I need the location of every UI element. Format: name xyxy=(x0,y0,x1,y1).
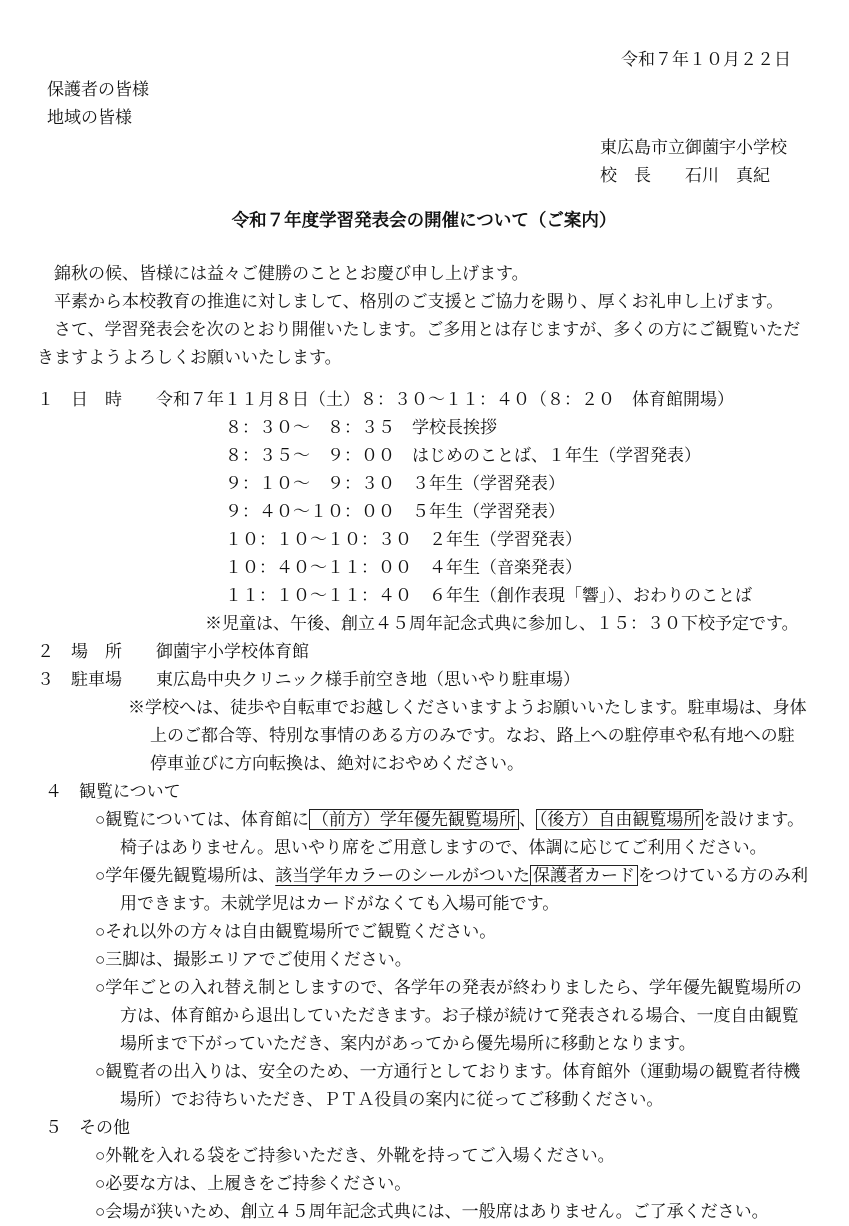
section-datetime xyxy=(37,386,811,638)
sender-principal-name: 校 長 石川 真紀 xyxy=(600,166,770,185)
section-datetime-heading: １ 日 時 令和７年１１月８日（土）８：３０～１１：４０（８：２０ 体育館開場） xyxy=(37,390,734,409)
schedule-line: １０：４０～１１：００ ４年生（音楽発表） xyxy=(225,558,582,577)
addressee-guardians: 保護者の皆様 xyxy=(47,80,149,99)
schedule-block xyxy=(225,414,811,610)
schedule-line: ９：１０～ ９：３０ ３年生（学習発表） xyxy=(225,474,565,493)
greeting-paragraph-2: 平素から本校教育の推進に対しまして、格別のご支援とご協力を賜り、厚くお礼申し上げます。 xyxy=(37,292,784,311)
dismissal-note: ※児童は、午後、創立４５周年記念式典に参加し、１５：３０下校予定です。 xyxy=(205,614,799,633)
section-place xyxy=(37,638,811,666)
other-bullet: ○外靴を入れる袋をご持参いただき、外靴を持ってご入場ください。 xyxy=(95,1146,615,1165)
section-parking-heading: ３ 駐車場 東広島中央クリニック様手前空き地（思いやり駐車場） xyxy=(37,670,580,689)
sender-block xyxy=(600,134,811,190)
section-place-heading: ２ 場 所 御薗宇小学校体育館 xyxy=(37,642,309,661)
section-other xyxy=(37,1114,811,1226)
viewing-bullet-list xyxy=(37,806,811,1114)
greeting-paragraph-1: 錦秋の候、皆様には益々ご健勝のこととお慶び申し上げます。 xyxy=(37,264,529,283)
schedule-line: １０：１０～１０：３０ ２年生（学習発表） xyxy=(225,530,582,549)
addressee-community: 地域の皆様 xyxy=(47,108,132,127)
section-other-heading: ５ その他 xyxy=(45,1118,130,1137)
greeting-block xyxy=(37,260,811,372)
document-date: 令和７年１０月２２日 xyxy=(621,50,791,69)
document-title: 令和７年度学習発表会の開催について（ご案内） xyxy=(231,210,617,230)
viewing-bullet: ○観覧者の出入りは、安全のため、一方通行としております。体育館外（運動場の観覧者待機場所）でお待ちいただき、ＰＴＡ役員の案内に従ってご移動ください。 xyxy=(95,1062,801,1109)
section-viewing xyxy=(37,778,811,1114)
schedule-line: ９：４０～１０：００ ５年生（学習発表） xyxy=(225,502,565,521)
section-viewing-heading: ４ 観覧について xyxy=(45,782,181,801)
viewing-bullet: ○それ以外の方々は自由観覧場所でご観覧ください。 xyxy=(95,922,497,941)
viewing-bullet: ○三脚は、撮影エリアでご使用ください。 xyxy=(95,950,412,969)
greeting-paragraph-3: さて、学習発表会を次のとおり開催いたします。ご多用とは存じますが、多くの方にご観覧いただきますようよろしくお願いいたします。 xyxy=(37,320,801,367)
schedule-line: １１：１０～１１：４０ ６年生（創作表現「響」）、おわりのことば xyxy=(225,586,752,605)
parking-note: ※学校へは、徒歩や自転車でお越しくださいますようお願いいたします。駐車場は、身体上のご都合等、特別な事情のある方のみです。なお、路上への駐停車や私有地への駐停車並びに方向転換は、絶対におやめください。 xyxy=(128,698,807,773)
other-bullet-list xyxy=(37,1142,811,1226)
viewing-bullet: ○学年ごとの入れ替え制としますので、各学年の発表が終わりましたら、学年優先観覧場所の方は、体育館から退出していただきます。お子様が続けて発表される場合、一度自由観覧場所まで下がっていただき、案内があってから優先場所に移動となります。 xyxy=(95,978,802,1053)
sender-school-name: 東広島市立御薗宇小学校 xyxy=(600,138,787,157)
schedule-line: ８：３０～ ８：３５ 学校長挨拶 xyxy=(225,418,497,437)
viewing-bullet: ○観覧については、体育館に （前方）学年優先観覧場所 、 （後方）自由観覧場所 を設けます。椅子はありません。思いやり席をご用意しますので、体調に応じてご利用ください。 xyxy=(95,810,805,857)
addressee-block xyxy=(37,76,811,132)
schedule-line: ８：３５～ ９：００ はじめのことば、１年生（学習発表） xyxy=(225,446,701,465)
section-parking xyxy=(37,666,811,778)
other-bullet: ○必要な方は、上履きをご持参ください。 xyxy=(95,1174,412,1193)
other-bullet: ○会場が狭いため、創立４５周年記念式典には、一般席はありません。ご了承ください。 xyxy=(95,1202,769,1221)
viewing-bullet: ○学年優先観覧場所は、該当学年カラーのシールがついた 保護者カード をつけている方のみ利用できます。未就学児はカードがなくても入場可能です。 xyxy=(95,866,808,913)
